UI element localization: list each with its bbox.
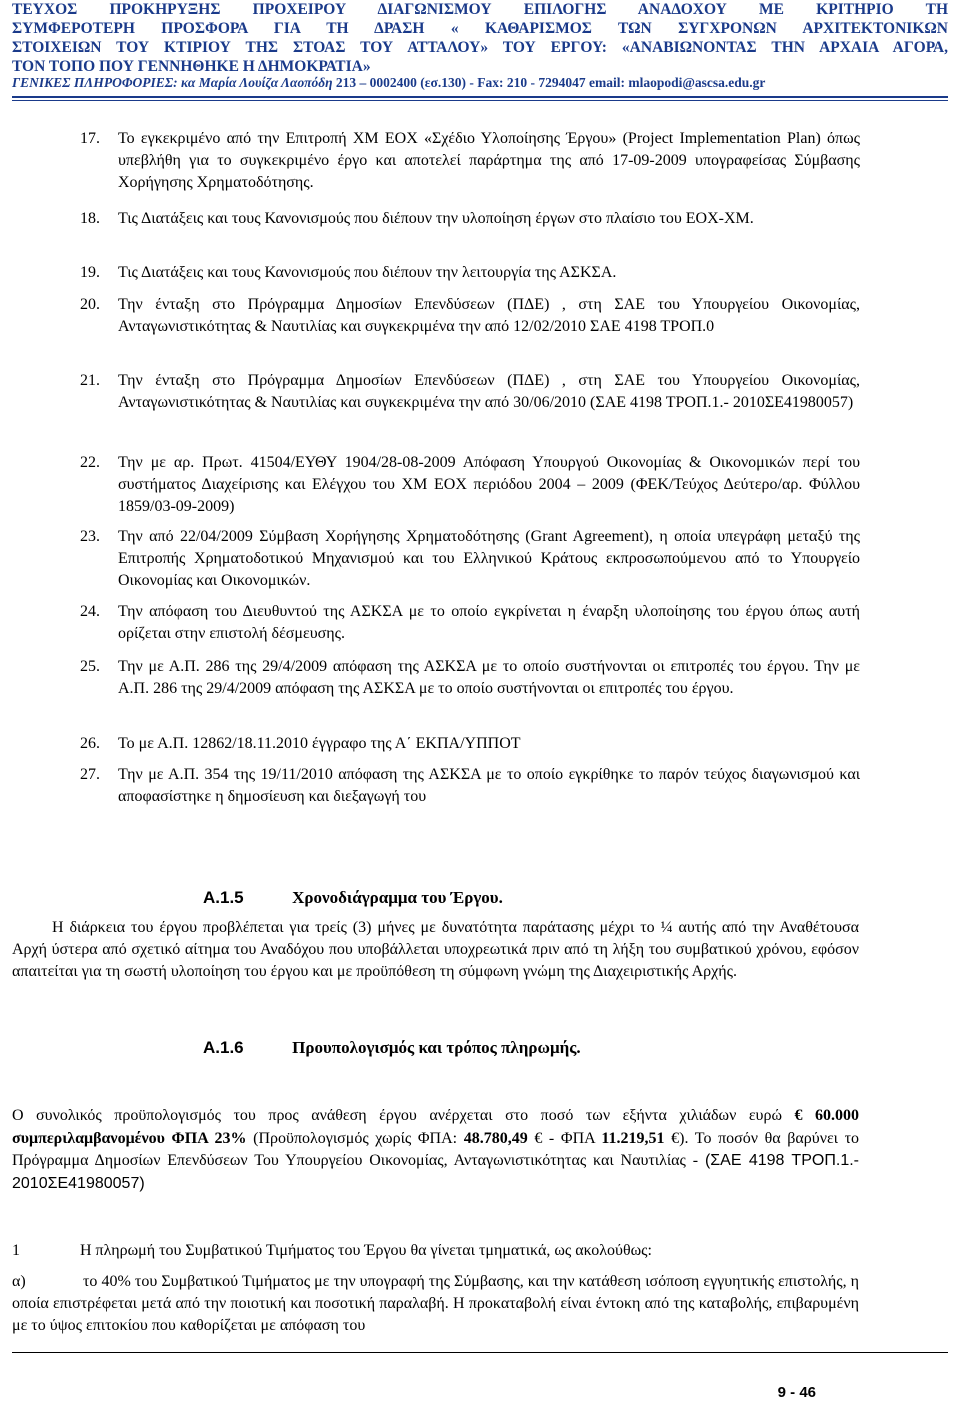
item-text: Την με Α.Π. 354 της 19/11/2010 απόφαση της ΑΣΚΣΑ με το οποίο εγκρίθηκε το παρόν τεύχος διαγωνισμού και αποφασίστηκε η δημοσίευση και διεξαγωγή του	[118, 766, 860, 805]
section-heading-a16	[203, 1038, 581, 1058]
item-text: Το με Α.Π. 12862/18.11.2010 έγγραφο της Α΄ ΕΚΠΑ/ΥΠΠΟΤ	[118, 735, 521, 752]
list-item-23	[80, 526, 860, 592]
euro-sign: €	[794, 1107, 803, 1124]
list-item-24	[80, 601, 860, 645]
item-number: 20.	[80, 296, 100, 313]
header-rule	[12, 96, 948, 98]
header-line-3: ΣΤΟΙΧΕΙΩΝ ΤΟΥ ΚΤΙΡΙΟΥ ΤΗΣ ΣΤΟΑΣ ΤΟΥ ΑΤΤΑΛΟΥ» ΤΟΥ ΕΡΓΟΥ: «ΑΝΑΒΙΩΝΟΝΤΑΣ ΤΗΝ ΑΡΧΑΙΑ ΑΓΟΡΑ,	[12, 39, 948, 56]
item-text: Το εγκεκριμένο από την Επιτροπή ΧΜ ΕΟΧ «Σχέδιο Υλοποίησης Έργου» (Project Implementation Plan) όπως υπεβλήθη για το συγκεκριμένο έργο και αποτελεί παράρτημα της από 17-09-2009 υπογραφείσας Σύμβασης Χορήγησης Χρηματοδότησης.	[118, 130, 860, 191]
item-number: 24.	[80, 603, 100, 620]
item-number: 26.	[80, 735, 100, 752]
budget-text-mid2: € - ΦΠΑ	[527, 1129, 602, 1147]
payment-text: Η πληρωμή του Συμβατικού Τιμήματος του Έργου θα γίνεται τμηματικά, ως ακολούθως:	[80, 1242, 652, 1259]
budget-paragraph	[12, 1105, 859, 1195]
item-number: 19.	[80, 264, 100, 281]
net-amount: 48.780,49	[463, 1129, 528, 1147]
item-text: Τις Διατάξεις και τους Κανονισμούς που διέπουν την υλοποίηση έργων στο πλαίσιο του ΕΟΧ-ΧΜ.	[118, 210, 754, 227]
section-title: Προυπολογισμός και τρόπος πληρωμής.	[292, 1038, 581, 1057]
budget-text-end: €). Το ποσόν θα βαρύνει το Πρόγραμμα Δημοσίων Επενδύσεων Του Υπουργείου Οικονομίας, Ανταγωνιστικότητας και Ναυτιλίας -	[12, 1129, 860, 1169]
item-number: 27.	[80, 766, 100, 783]
sae-reference: (ΣΑΕ 4198 ΤΡΟΠ.1.- 2010ΣΕ41980057)	[12, 1152, 859, 1192]
list-item-26	[80, 733, 860, 755]
item-number: 25.	[80, 658, 100, 675]
section-heading-a15	[203, 888, 503, 908]
item-text: Την με Α.Π. 286 της 29/4/2009 απόφαση της ΑΣΚΣΑ με το οποίο συστήνονται οι επιτροπές του έργου. Την με Α.Π. 286 της 29/4/2009 απόφαση της ΑΣΚΣΑ με το οποίο συστήνονται οι επιτροπές του έργου.	[118, 658, 860, 697]
item-number: 23.	[80, 528, 100, 545]
list-item-25	[80, 656, 860, 700]
list-item-22	[80, 452, 860, 518]
header-line-4: ΤΟΝ ΤΟΠΟ ΠΟΥ ΓΕΝΝΗΘΗΚΕ Η ΔΗΜΟΚΡΑΤΙΑ»	[12, 58, 371, 75]
item-text: Τις Διατάξεις και τους Κανονισμούς που διέπουν την λειτουργία της ΑΣΚΣΑ.	[118, 264, 617, 281]
section-title: Χρονοδιάγραμμα του Έργου.	[292, 888, 503, 907]
list-item-20	[80, 294, 860, 338]
budget-text-start: Ο συνολικός προϋπολογισμός του προς ανάθεση έργου ανέρχεται στο ποσό των εξήντα χιλιάδων ευρώ	[12, 1107, 782, 1124]
header-rule-thin	[12, 100, 948, 101]
contact-details: 213 – 0002400 (εσ.130) - Fax: 210 - 7294047 email: mlaopodi@ascsa.edu.gr	[332, 75, 766, 90]
sub-text-1: το 40% του Συμβατικού Τιμήματος με την υπογραφή της Σύμβασης, και την κατάθεση ισόποση	[82, 1273, 700, 1290]
header-contact	[12, 75, 948, 91]
header-line-2: ΣΥΜΦΕΡΟΤΕΡΗ ΠΡΟΣΦΟΡΑ ΓΙΑ ΤΗ ΔΡΑΣΗ « ΚΑΘΑΡΙΣΜΟΣ ΤΩΝ ΣΥΓΧΡΟΝΩΝ ΑΡΧΙΤΕΚΤΟΝΙΚΩΝ	[12, 20, 948, 37]
list-item-21	[80, 370, 860, 414]
item-text: Την με αρ. Πρωτ. 41504/ΕΥΘΥ 1904/28-08-2009 Απόφαση Υπουργού Οικονομίας & Οικονομικών περί του συστήματος Διαχείρισης και Ελέγχου του ΧΜ ΕΟΧ περιόδου 2004 – 2009 (ΦΕΚ/Τεύχος Δεύτερο/αρ. Φύλλου 1859/03-09-2009)	[118, 454, 860, 515]
schedule-paragraph: Η διάρκεια του έργου προβλέπεται για τρείς (3) μήνες με δυνατότητα παράτασης μέχρι το ¼ αυτής από την Αναθέτουσα Αρχή ύστερα από σχετικό αίτημα του Αναδόχου που υποβάλλεται υποχρεωτικά πριν από τη λήξη του συμβατικού χρόνου, εφόσον απαιτείται για τη σωστή υλοποίηση του έργου και με προϋπόθεση τη σύμφωνη γνώμη της Διαχειριστικής Αρχής.	[12, 919, 859, 980]
sub-text-2: εγγυητικής επιστολής, η οποία επιστρέφεται μετά από την ποιοτική και ποσοτική παραλαβή. Η προκαταβολή είναι έντοκη από της καταβολής, επιβαρυμένη με το ύψος επιτοκίου που καθορίζεται με απόφαση του	[12, 1273, 860, 1334]
item-number: 17.	[80, 130, 100, 147]
sub-label: α)	[12, 1273, 26, 1290]
list-item-27	[80, 764, 860, 808]
list-item-19	[80, 262, 860, 284]
item-text: Την από 22/04/2009 Σύμβαση Χορήγησης Χρηματοδότησης (Grant Agreement), η οποία υπεγράφη μεταξύ της Επιτροπής Χρηματοδοτικού Μηχανισμού και του Ελληνικού Κράτους εκπροσωπούμενου από το Υπουργείο Οικονομίας και Οικονομικών.	[118, 528, 860, 589]
item-number: 18.	[80, 210, 100, 227]
list-item-18	[80, 208, 860, 230]
vat-amount: 11.219,51	[601, 1129, 665, 1147]
section-code: Α.1.6	[203, 1038, 244, 1057]
page-number: 9 - 46	[777, 1384, 816, 1401]
section-code: Α.1.5	[203, 888, 244, 907]
list-item-17	[80, 128, 860, 194]
item-number: 21.	[80, 372, 100, 389]
item-text: Την ένταξη στο Πρόγραμμα Δημοσίων Επενδύσεων (ΠΔΕ) , στη ΣΑΕ του Υπουργείου Οικονομίας, Ανταγωνιστικότητας & Ναυτιλίας και συγκεκριμένα την από 30/06/2010 (ΣΑΕ 4198 ΤΡΟΠ.1.- 2010ΣΕ41980057)	[118, 372, 860, 411]
item-text: Την απόφαση του Διευθυντού της ΑΣΚΣΑ με το οποίο εγκρίνεται η έναρξη υλοποίησης του έργου όπως αυτή ορίζεται στην επιστολή δέσμευσης.	[118, 603, 860, 642]
item-text: Την ένταξη στο Πρόγραμμα Δημοσίων Επενδύσεων (ΠΔΕ) , στη ΣΑΕ του Υπουργείου Οικονομίας, Ανταγωνιστικότητας & Ναυτιλίας και συγκεκριμένα την από 12/02/2010 ΣΑΕ 4198 ΤΡΟΠ.0	[118, 296, 860, 335]
contact-prefix: ΓΕΝΙΚΕΣ ΠΛΗΡΟΦΟΡΙΕΣ: κα Μαρία Λουίζα Λαοπόδη	[12, 75, 333, 90]
payment-number: 1	[12, 1242, 20, 1259]
budget-amount: 60.000 συμπεριλαμβανομένου ΦΠΑ 23%	[12, 1107, 860, 1147]
footer-rule	[12, 1352, 948, 1353]
item-number: 22.	[80, 454, 100, 471]
header-line-1: ΤΕΥΧΟΣ ΠΡΟΚΗΡΥΞΗΣ ΠΡΟΧΕΙΡΟΥ ΔΙΑΓΩΝΙΣΜΟΥ ΕΠΙΛΟΓΗΣ ΑΝΑΔΟΧΟΥ ΜΕ ΚΡΙΤΗΡΙΟ ΤΗ	[12, 1, 948, 18]
budget-text-mid: (Προϋπολογισμός χωρίς ΦΠΑ:	[246, 1129, 464, 1147]
payment-intro	[12, 1240, 859, 1262]
payment-sub-a	[12, 1271, 859, 1337]
